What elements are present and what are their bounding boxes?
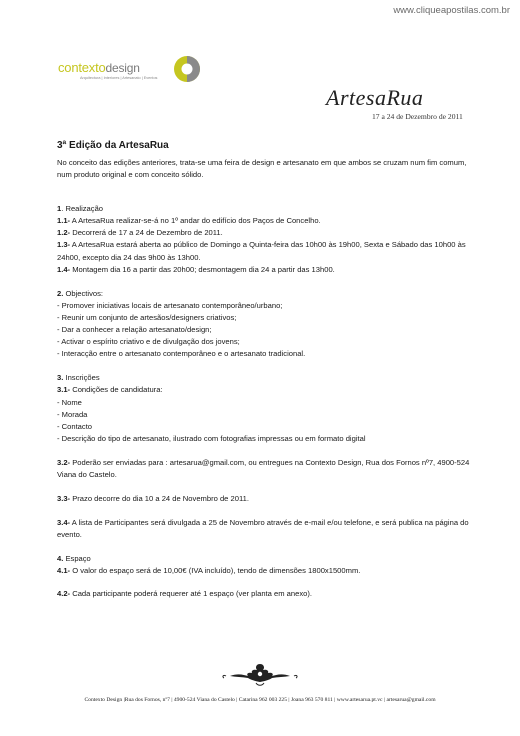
item-4-2: 4.2- Cada participante poderá requerer até 1 espaço (ver planta em anexo). — [57, 588, 312, 598]
section-1-title: 1. Realização — [57, 204, 104, 214]
objective-item: - Activar o espírito criativo e de divulgação dos jovens; — [57, 337, 240, 347]
item-1-1: 1.1- A ArtesaRua realizar-se-á no 1º andar do edifício dos Paços de Concelho. — [57, 216, 321, 226]
page-title: 3ª Edição da ArtesaRua — [57, 140, 169, 151]
requirement-item: - Morada — [57, 409, 88, 419]
event-date: 17 a 24 de Dezembro de 2011 — [372, 112, 463, 121]
logo-wordmark: contextodesign — [58, 60, 140, 75]
item-1-3: 1.3- A ArtesaRua estará aberta ao público de Domingo a Quinta-feira das 10h00 às 19h00, Sexta e Sábado das 10h00 às 24h00, excepto dia 24 das 9h00 às 13h00. — [57, 240, 466, 262]
objective-item: - Interacção entre o artesanato contemporâneo e o artesanato tradicional. — [57, 349, 306, 359]
contexto-design-logo — [58, 54, 208, 94]
item-3-3: 3.3- Prazo decorre do dia 10 a 24 de Novembro de 2011. — [57, 494, 249, 504]
item-3-1: 3.1- Condições de candidatura: — [57, 385, 163, 395]
requirement-item: - Contacto — [57, 421, 93, 431]
requirement-item: - Descrição do tipo de artesanato, ilustrado com fotografias impressas ou em formato digital — [57, 433, 366, 443]
artesarua-title: ArtesaRua — [326, 85, 424, 110]
footer-contact: Contexto Design |Rua dos Fornos, nº7 | 4900-524 Viana do Castelo | Catarina 962 003 225 | Joana 963 570 811 | www.artesarua.pt.vc | artesarua@gmail.com — [84, 697, 436, 703]
objective-item: - Promover iniciativas locais de artesanato contemporâneo/urbano; — [57, 300, 283, 310]
logo-tagline: Arquitectura | Interiores | Artesanato | Eventos — [80, 76, 158, 80]
logo-circle-icon — [172, 54, 202, 84]
section-3-title: 3. Inscrições — [57, 373, 100, 383]
section-4-title: 4. Espaço — [57, 554, 91, 564]
item-1-2: 1.2- Decorrerá de 17 a 24 de Dezembro de 2011. — [57, 228, 223, 238]
item-3-2: 3.2- Poderão ser enviadas para : artesarua@gmail.com, ou entregues na Contexto Design, Rua dos Fornos nº7, 4900-524 Viana do Castelo. — [57, 457, 470, 479]
item-4-1: 4.1- O valor do espaço será de 10,00€ (IVA incluído), tendo de dimensões 1800x1500mm. — [57, 566, 361, 576]
watermark-url: www.cliqueapostilas.com.br — [393, 5, 510, 16]
objective-item: - Reunir um conjunto de artesãos/designers criativos; — [57, 312, 237, 322]
requirement-item: - Nome — [57, 397, 82, 407]
intro-paragraph: No conceito das edições anteriores, trata-se uma feira de design e artesanato em que ambos se cruzam num fim comum, num produto original e com conceito sólido. — [57, 158, 467, 180]
document-body — [57, 139, 477, 600]
objective-item: - Dar a conhecer a relação artesanato/design; — [57, 325, 212, 335]
section-2-title: 2. Objectivos: — [57, 288, 104, 298]
item-1-4: 1.4- Montagem dia 16 a partir das 20h00; desmontagem dia 24 a partir das 13h00. — [57, 264, 335, 274]
ornament-divider-icon — [220, 661, 300, 687]
item-3-4: 3.4- A lista de Participantes será divulgada a 25 de Novembro através de e-mail e/ou telefone, e será publica na página do evento. — [57, 518, 469, 540]
